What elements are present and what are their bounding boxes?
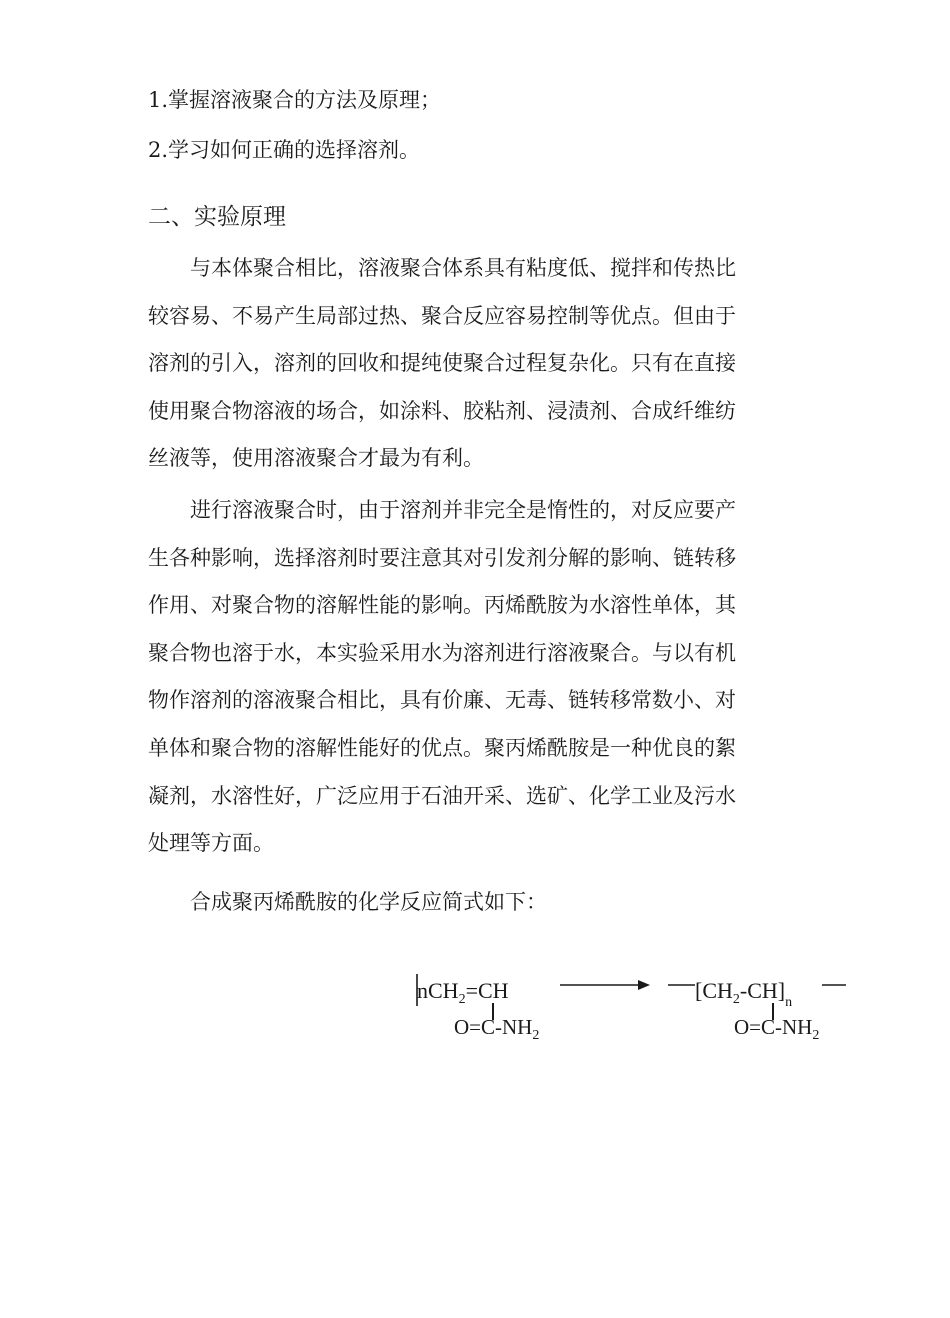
reactant-bottom: $O=C-NH_2$ [454, 1015, 540, 1043]
objective-1: 1.掌握溶液聚合的方法及原理； [148, 88, 442, 112]
reactant-top: nCH$_2$=CH [417, 978, 509, 1007]
paragraph-1-line: 溶剂的引入，溶剂的回收和提纯使聚合过程复杂化。只有在直接 [148, 351, 736, 376]
reaction-intro: 合成聚丙烯酰胺的化学反应简式如下： [190, 890, 547, 914]
paragraph-2-line: 单体和聚合物的溶解性能好的优点。聚丙烯酰胺是一种优良的絮 [148, 735, 736, 760]
paragraph-2-line: 处理等方面。 [148, 831, 274, 856]
objective-2: 2.学习如何正确的选择溶剂。 [148, 138, 421, 162]
paragraph-2 [148, 487, 808, 868]
paragraph-2-line: 生各种影响，选择溶剂时要注意其对引发剂分解的影响、链转移 [148, 545, 736, 570]
paragraph-2-line: 进行溶液聚合时，由于溶剂并非完全是惰性的，对反应要产 [190, 498, 736, 522]
arrow-head [638, 980, 650, 990]
paragraph-1-line: 与本体聚合相比，溶液聚合体系具有粘度低、搅拌和传热比 [190, 256, 736, 280]
paragraph-2-line: 凝剂，水溶性好，广泛应用于石油开采、选矿、化学工业及污水 [148, 783, 736, 808]
reaction-equation [410, 968, 850, 1048]
paragraph-2-line: 聚合物也溶于水，本实验采用水为溶剂进行溶液聚合。与以有机 [148, 640, 736, 665]
section-heading: 二、实验原理 [148, 204, 286, 230]
paragraph-1-line: 使用聚合物溶液的场合，如涂料、胶粘剂、浸渍剂、合成纤维纺 [148, 398, 736, 423]
product-bottom: $O=C-NH_2$ [734, 1015, 820, 1043]
product-top: $[CH_2-CH]_n$ [695, 978, 793, 1010]
paragraph-2-line: 作用、对聚合物的溶解性能的影响。丙烯酰胺为水溶性单体，其 [148, 593, 736, 618]
paragraph-1-line: 丝液等，使用溶液聚合才最为有利。 [148, 446, 484, 471]
paragraph-2-line: 物作溶剂的溶液聚合相比，具有价廉、无毒、链转移常数小、对 [148, 688, 736, 713]
paragraph-1-line: 较容易、不易产生局部过热、聚合反应容易控制等优点。但由于 [148, 303, 736, 328]
paragraph-1 [148, 245, 808, 483]
